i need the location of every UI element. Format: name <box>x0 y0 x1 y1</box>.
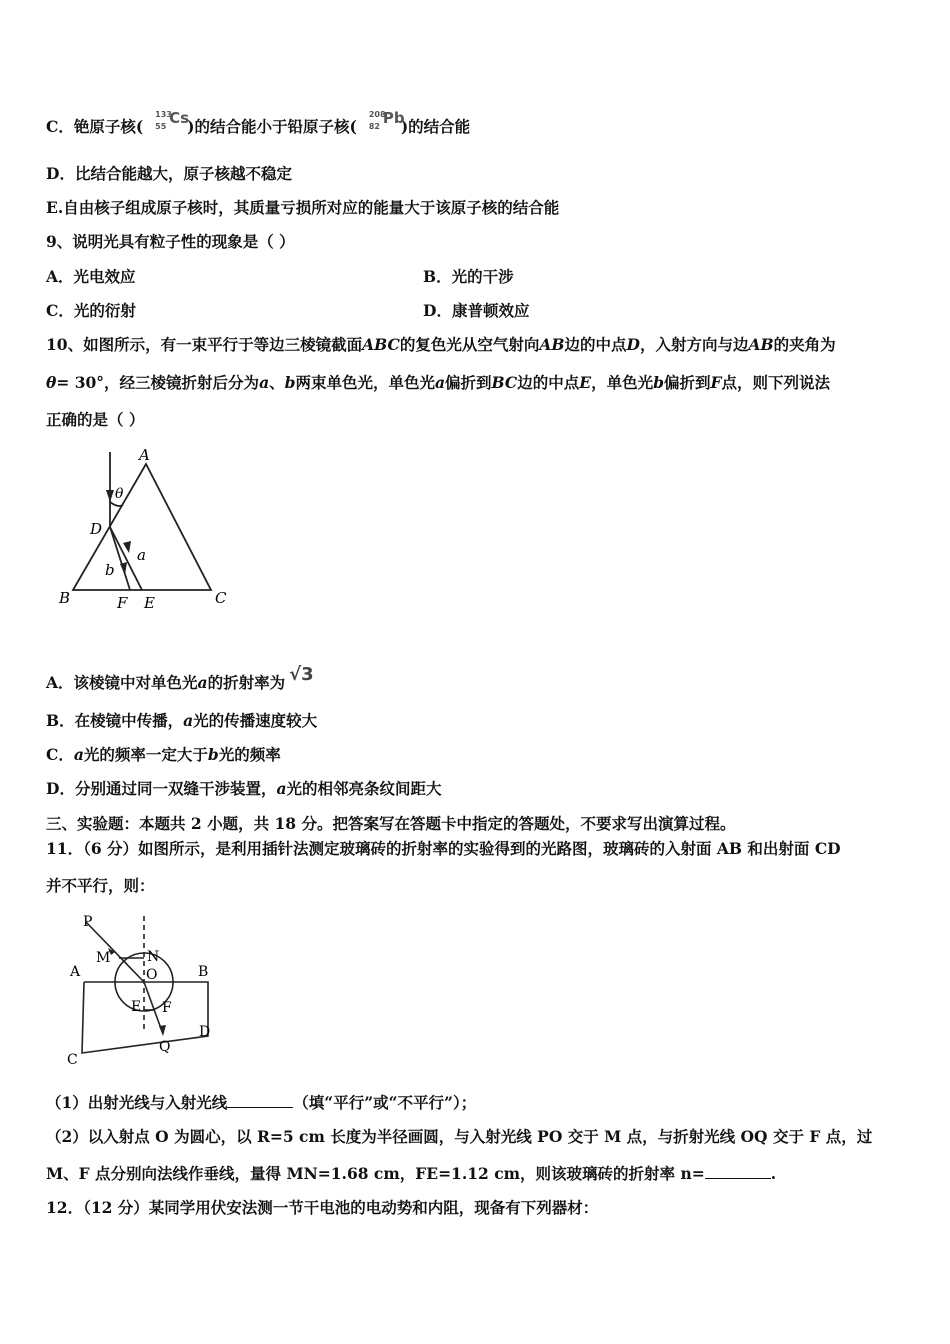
prism-figure <box>50 440 240 615</box>
answer-blank-2[interactable] <box>705 1164 771 1179</box>
label-q: Q <box>159 1039 171 1055</box>
label-c: C <box>67 1052 78 1068</box>
q10-option-c: C．a光的频率一定大于b光的频率 <box>46 745 281 764</box>
label-c-vertex: C <box>215 589 227 607</box>
label-d: D <box>90 520 103 538</box>
label-e: E <box>144 594 155 612</box>
label-f: F <box>117 594 128 612</box>
theta-arc <box>110 502 123 506</box>
label-f: F <box>162 1000 172 1016</box>
label-ray-b: b <box>105 561 115 579</box>
label-e: E <box>131 999 142 1015</box>
q9-option-b: B．光的干涉 <box>423 267 514 286</box>
q9-option-c: C．光的衍射 <box>46 301 136 320</box>
incident-arrowhead <box>106 490 114 502</box>
q11-part2-line1: （2）以入射点 O 为圆心，以 R=5 cm 长度为半径画圆，与入射光线 PO 交于 M 点，与折射光线 OQ 交于 F 点，过 <box>46 1127 873 1146</box>
q8-option-d: D．比结合能越大，原子核越不稳定 <box>46 164 292 183</box>
label-o: O <box>146 967 158 983</box>
section-3-heading: 三、实验题：本题共 2 小题，共 18 分。把答案写在答题卡中指定的答题处，不要求写出演算过程。 <box>46 814 736 833</box>
label-m: M <box>96 950 111 966</box>
answer-blank-1[interactable] <box>227 1093 293 1108</box>
sqrt3-expression: √3 <box>289 664 314 685</box>
q8-option-e: E.自由核子组成原子核时，其质量亏损所对应的能量大于该原子核的结合能 <box>46 198 560 217</box>
q10-stem-line1: 10、如图所示，有一束平行于等边三棱镜截面ABC的复色光从空气射向AB边的中点D，入射方向与边AB的夹角为 <box>46 335 836 354</box>
q8-option-c: C．铯原子核( 133 55 Cs )的结合能小于铅原子核( 208 82 Pb )的结合能 <box>46 109 471 136</box>
q9-option-d: D．康普顿效应 <box>423 301 530 320</box>
label-d: D <box>199 1024 211 1040</box>
q9-option-a: A．光电效应 <box>46 267 136 286</box>
glass-brick-figure <box>60 908 220 1068</box>
q10-stem-line2: θ= 30°，经三棱镜折射后分为a、b两束单色光，单色光a偏折到BC边的中点E，单色光b偏折到F点，则下列说法 <box>46 373 831 392</box>
q10-option-d: D．分别通过同一双缝干涉装置，a光的相邻亮条纹间距大 <box>46 779 442 798</box>
q11-stem-line2: 并不平行，则： <box>46 876 155 895</box>
glass-brick-outline <box>82 982 211 1053</box>
oq-arrowhead <box>159 1025 166 1036</box>
q10-option-a: A．该棱镜中对单色光a的折射率为 √3 <box>46 664 314 692</box>
label-a: A <box>70 964 81 980</box>
ray-b-arrowhead <box>120 562 127 575</box>
label-b-vertex: B <box>59 589 71 607</box>
q11-part2-line2: M、F 点分别向法线作垂线，量得 MN=1.68 cm，FE=1.12 cm，则该玻璃砖的折射率 n= . <box>46 1164 777 1183</box>
q10-stem-line3: 正确的是（ ） <box>46 410 145 429</box>
q12-stem: 12．（12 分）某同学用伏安法测一节干电池的电动势和内阻，现备有下列器材： <box>46 1198 599 1217</box>
lead-nuclide: 208 82 Pb <box>368 109 405 131</box>
label-b: B <box>198 964 209 980</box>
q11-stem-line1: 11．（6 分）如图所示，是利用插针法测定玻璃砖的折射率的实验得到的光路图，玻璃砖的入射面 AB 和出射面 CD <box>46 839 841 858</box>
q11-part1: （1）出射光线与入射光线 （填“平行”或“不平行”）； <box>46 1093 477 1112</box>
label-p: P <box>83 914 93 930</box>
q10-option-b: B．在棱镜中传播，a光的传播速度较大 <box>46 711 318 730</box>
label-a-vertex: A <box>139 446 150 464</box>
cesium-nuclide: 133 55 Cs <box>155 109 190 131</box>
q9-options-row1 <box>46 267 514 287</box>
label-ray-a: a <box>137 546 146 564</box>
q9-options-row2 <box>46 301 530 321</box>
label-n: N <box>147 949 160 965</box>
label-theta: θ <box>115 486 124 502</box>
ray-a-arrowhead <box>123 541 131 553</box>
q9-stem: 9、说明光具有粒子性的现象是（ ） <box>46 232 295 251</box>
